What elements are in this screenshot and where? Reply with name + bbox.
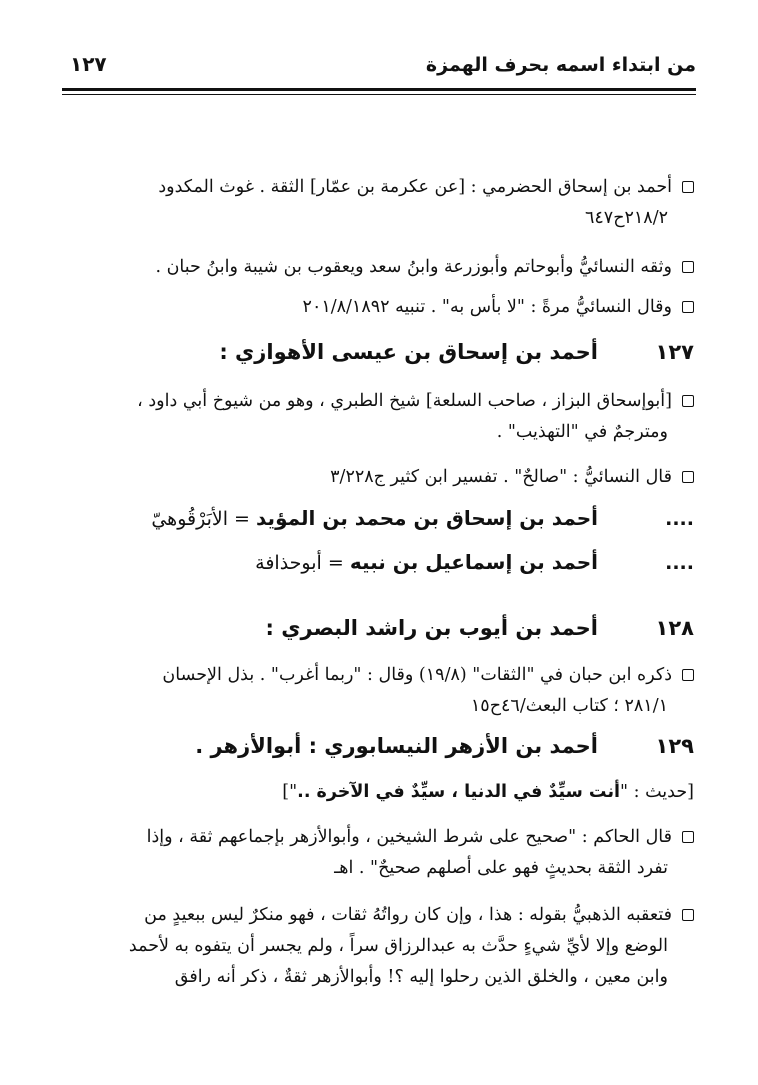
xref-dots: .... [665, 552, 694, 574]
xref-target: = الأبَرْقُوهيّ [151, 508, 250, 530]
xref-name: أحمد بن إسحاق بن محمد بن المؤيد [256, 506, 598, 530]
list-item [62, 900, 694, 993]
xref-name: أحمد بن إسماعيل بن نبيه [349, 550, 598, 574]
checkbox-bullet-icon [682, 669, 694, 681]
item-text: وابن معين ، والخلق الذين رحلوا إليه ؟! وأبوالأزهر ثقةٌ ، ذكر أنه رافق [174, 967, 668, 987]
item-text: وقال النسائيُّ مرةً : "لا بأس به" . تنبيه ٢٠١/٨/١٨٩٢ [302, 297, 672, 317]
list-item [62, 462, 694, 493]
checkbox-bullet-icon [682, 471, 694, 483]
entry-heading-129 [62, 734, 694, 758]
item-text: قال الحاكم : "صحيح على شرط الشيخين ، وأبوالأزهر بإجماعهم ثقة ، وإذا [146, 827, 672, 847]
entry-name: أحمد بن إسحاق بن عيسى الأهوازي : [219, 340, 598, 364]
entry-name: أحمد بن الأزهر النيسابوري : أبوالأزهر . [195, 734, 598, 758]
item-text: ٢١٨/٢ح٦٤٧ [585, 208, 668, 228]
list-item [62, 292, 694, 323]
list-item [62, 386, 694, 448]
item-text: ومترجمٌ في "التهذيب" . [496, 422, 668, 442]
list-item [62, 252, 694, 283]
entry-name: أحمد بن أيوب بن راشد البصري : [265, 616, 598, 640]
hadith-quote [62, 782, 694, 802]
running-header-title: من ابتداء اسمه بحرف الهمزة [425, 54, 696, 76]
checkbox-bullet-icon [682, 831, 694, 843]
checkbox-bullet-icon [682, 395, 694, 407]
item-text: [أبوإسحاق البزاز ، صاحب السلعة] شيخ الطبري ، وهو من شيوخ أبي داود ، [137, 391, 672, 411]
list-item [62, 822, 694, 884]
header-rule-thick [62, 88, 696, 91]
checkbox-bullet-icon [682, 261, 694, 273]
checkbox-bullet-icon [682, 301, 694, 313]
entry-heading-127 [62, 340, 694, 364]
entry-number: ١٢٨ [655, 616, 694, 640]
hadith-close: "] [282, 782, 298, 802]
xref-dots: .... [665, 508, 694, 530]
running-header [62, 50, 696, 86]
item-text: ٢٨١/١ ؛ كتاب البعث/٤٦ح١٥ [470, 696, 668, 716]
hadith-text: أنت سيِّدٌ في الدنيا ، سيِّدٌ في الآخرة .. [297, 782, 621, 802]
item-text: قال النسائيُّ : "صالحٌ" . تفسير ابن كثير ج٣/٢٢٨ [330, 467, 672, 487]
item-text: فتعقبه الذهبيُّ بقوله : هذا ، وإن كان رواتُهُ ثقات ، فهو منكرٌ ليس ببعيدٍ من [144, 905, 672, 925]
item-text: ذكره ابن حبان في "الثقات" (١٩/٨) وقال : "ربما أغرب" . بذل الإحسان [162, 665, 672, 685]
cross-reference [62, 506, 694, 530]
checkbox-bullet-icon [682, 909, 694, 921]
hadith-open: [حديث : " [620, 782, 694, 802]
cross-reference [62, 550, 694, 574]
item-text: الوضع وإلا لأيِّ شيءٍ حدَّث به عبدالرزاق سراً ، ولم يجسر أن يتفوه به لأحمد [128, 936, 668, 956]
xref-target: = أبوحذافة [255, 552, 344, 574]
item-text: أحمد بن إسحاق الحضرمي : [عن عكرمة بن عمّار] الثقة . غوث المكدود [158, 177, 672, 197]
entry-number: ١٢٧ [655, 340, 694, 364]
page-number: ١٢٧ [70, 52, 107, 76]
item-text: تفرد الثقة بحديثٍ فهو على أصلهم صحيحٌ" . اهـ [334, 858, 668, 878]
item-text: وثقه النسائيُّ وأبوحاتم وأبوزرعة وابنُ سعد ويعقوب بن شيبة وابنُ حبان . [155, 257, 672, 277]
entry-number: ١٢٩ [655, 734, 694, 758]
checkbox-bullet-icon [682, 181, 694, 193]
list-item [62, 172, 694, 234]
list-item [62, 660, 694, 722]
entry-heading-128 [62, 616, 694, 640]
header-rule-thin [62, 94, 696, 95]
